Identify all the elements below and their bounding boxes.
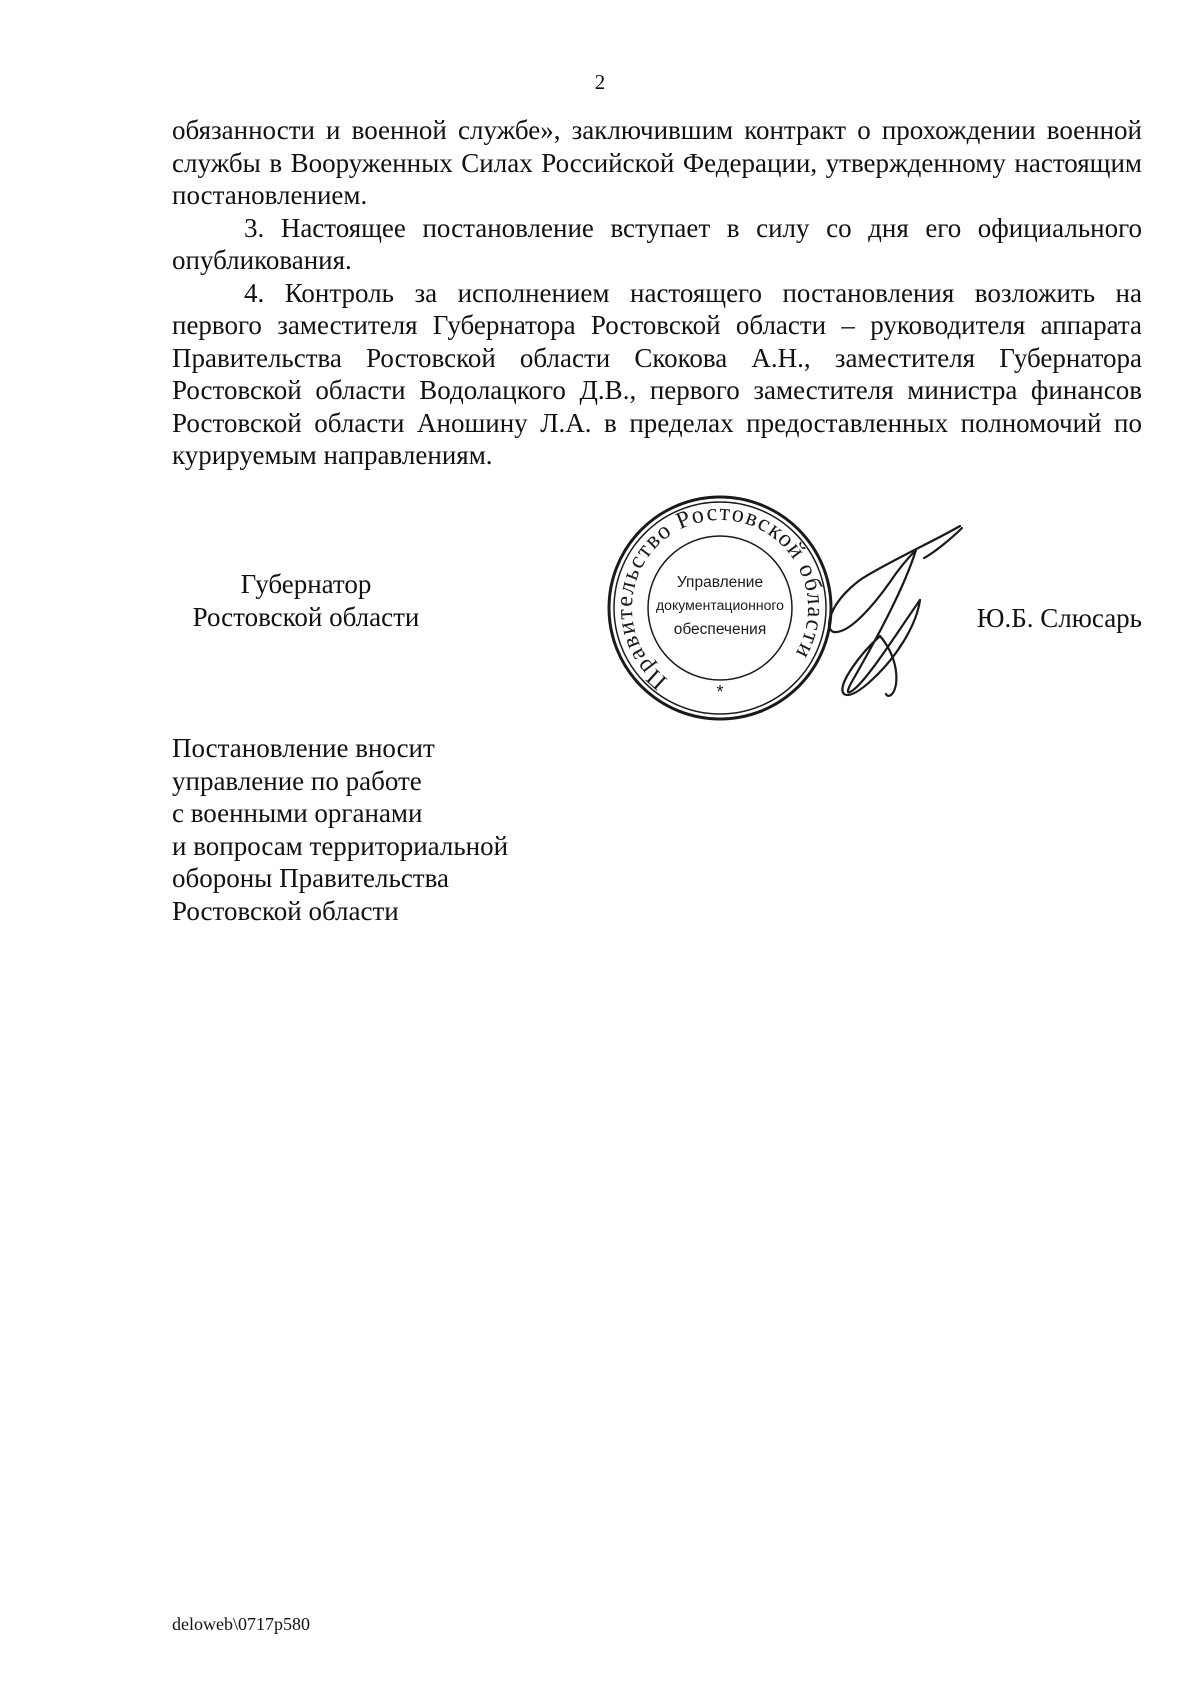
- stamp-center-line2: документационного: [656, 597, 785, 613]
- handwritten-signature: [820, 518, 980, 700]
- paragraph-continuation: обязанности и военной службе», заключившим контракт о прохождении военной службы в Вооруженных Силах Российской Федерации, утвержденному настоящим постановлением.: [172, 115, 1142, 210]
- signatory-name: Ю.Б. Слюсарь: [976, 603, 1142, 633]
- paragraph-item-4: 4. Контроль за исполнением настоящего постановления возложить на первого заместителя Губернатора Ростовской области – руководителя аппарата Правительства Ростовской области Скокова А.Н., заместителя Губернатора Ростовской области Водолацкого Д.В., первого заместителя министра финансов Ростовской области Аношину Л.А. в пределах предоставленных полномочий по курируемым направлениям.: [172, 277, 1142, 470]
- document-code-footer: deloweb\0717p580: [172, 1614, 310, 1634]
- note-line: и вопросам территориальной: [172, 830, 509, 861]
- note-block: [172, 732, 508, 927]
- paragraph-item-3: 3. Настоящее постановление вступает в силу со дня его официального опубликования.: [172, 212, 1142, 275]
- stamp-star: *: [716, 682, 724, 702]
- stamp-center-line1: Управление: [676, 574, 764, 591]
- stamp-ring-text: Правительство Ростовской области: [611, 499, 829, 695]
- signatory-title: [172, 568, 440, 634]
- note-line: Ростовской области: [172, 895, 399, 926]
- signatory-title-line2: Ростовской области: [192, 602, 420, 632]
- page-number: 2: [594, 70, 606, 94]
- note-line: Постановление вносит: [172, 733, 435, 763]
- note-line: управление по работе: [172, 765, 422, 796]
- signatory-title-line1: Губернатор: [240, 569, 372, 599]
- official-stamp: [606, 494, 834, 722]
- note-line: с военными органами: [172, 798, 423, 828]
- body-text: [172, 114, 1142, 472]
- note-line: обороны Правительства: [172, 863, 449, 893]
- stamp-center-line3: обеспечения: [673, 621, 767, 638]
